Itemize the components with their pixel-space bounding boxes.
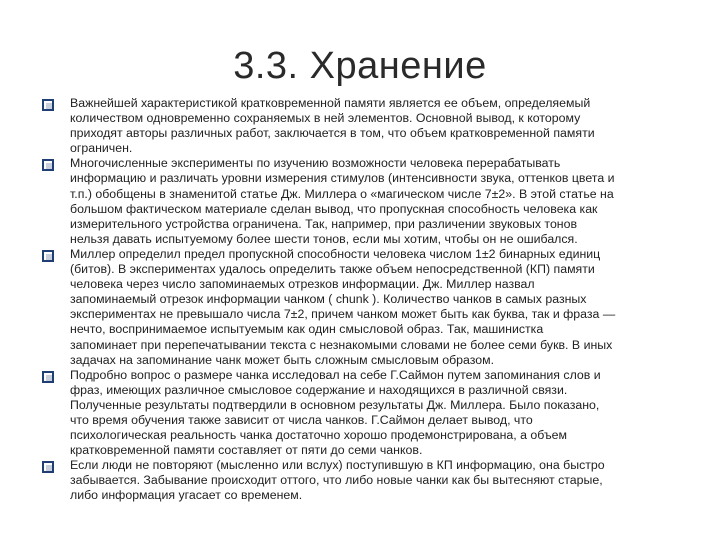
bullet-list [40, 96, 674, 504]
bullet-item [40, 368, 674, 459]
slide-title: 3.3. Хранение [233, 45, 487, 87]
bullet-item [40, 156, 674, 247]
bullet-text: Многочисленные эксперименты по изучению возможности человека перерабатывать информацию и различать уровни измерения стимулов (интенсивности звука, оттенков цвета и т.п.) обобщены в знаменитой статье Дж. Миллера о «магическом числе 7±2». В этой статье на большом фактическом материале сделан вывод, что пропускная способность человека как измерительного устройства ограничена. Так, например, при различении звуковых тонов нельзя давать испытуемому более шести тонов, если мы хотим, чтобы он не ошибался. [70, 156, 615, 246]
square-bullet-icon [40, 459, 70, 475]
bullet-text: Миллер определил предел пропускной способности человека числом 1±2 бинарных единиц (битов). В экспериментах удалось определить также объем непосредственной (КП) памяти человека через число запоминаемых отрезков информации. Дж. Миллер назвал запоминаемый отрезок информации чанком ( chunk ). Количество чанков в самых разных экспериментах не превышало числа 7±2, причем чанком может быть как буква, так и фраза — нечто, воспринимаемое испытуемым как один смысловой образ. Так, машинистка запоминает при перепечатывании текста с незнакомыми словами не более семи букв. В иных задачах на запоминание чанк может быть сложным смысловым образом. [70, 246, 616, 367]
bullet-text: Важнейшей характеристикой кратковременной памяти является ее объем, определяемый количеством одновременно сохраняемых в ней элементов. Основной вывод, к которому приходят авторы различных работ, заключается в том, что объем кратковременной памяти ограничен. [70, 96, 595, 156]
bullet-item [40, 247, 674, 368]
bullet-text: Подробно вопрос о размере чанка исследовал на себе Г.Саймон путем запоминания слов и фраз, имеющих различное смысловое содержание и находящихся в различной связи. Полученные результаты подтвердили в основном результаты Дж. Миллера. Было показано, что время обучения также зависит от числа чанков. Г.Саймон делает вывод, что психологическая реальность чанка достаточно хорошо продемонстрирована, а объем кратковременной памяти составляет от пяти до семи чанков. [70, 367, 601, 458]
bullet-item [40, 96, 674, 156]
bullet-text: Если люди не повторяют (мысленно или вслух) поступившую в КП информацию, она быстро забывается. Забывание происходит оттого, что либо новые чанки как бы вытесняют старые, либо информация угасает со временем. [70, 458, 605, 503]
bullet-item [40, 458, 674, 503]
square-bullet-icon [40, 248, 70, 264]
square-bullet-icon [40, 157, 70, 173]
square-bullet-icon [40, 369, 70, 385]
square-bullet-icon [40, 97, 70, 113]
